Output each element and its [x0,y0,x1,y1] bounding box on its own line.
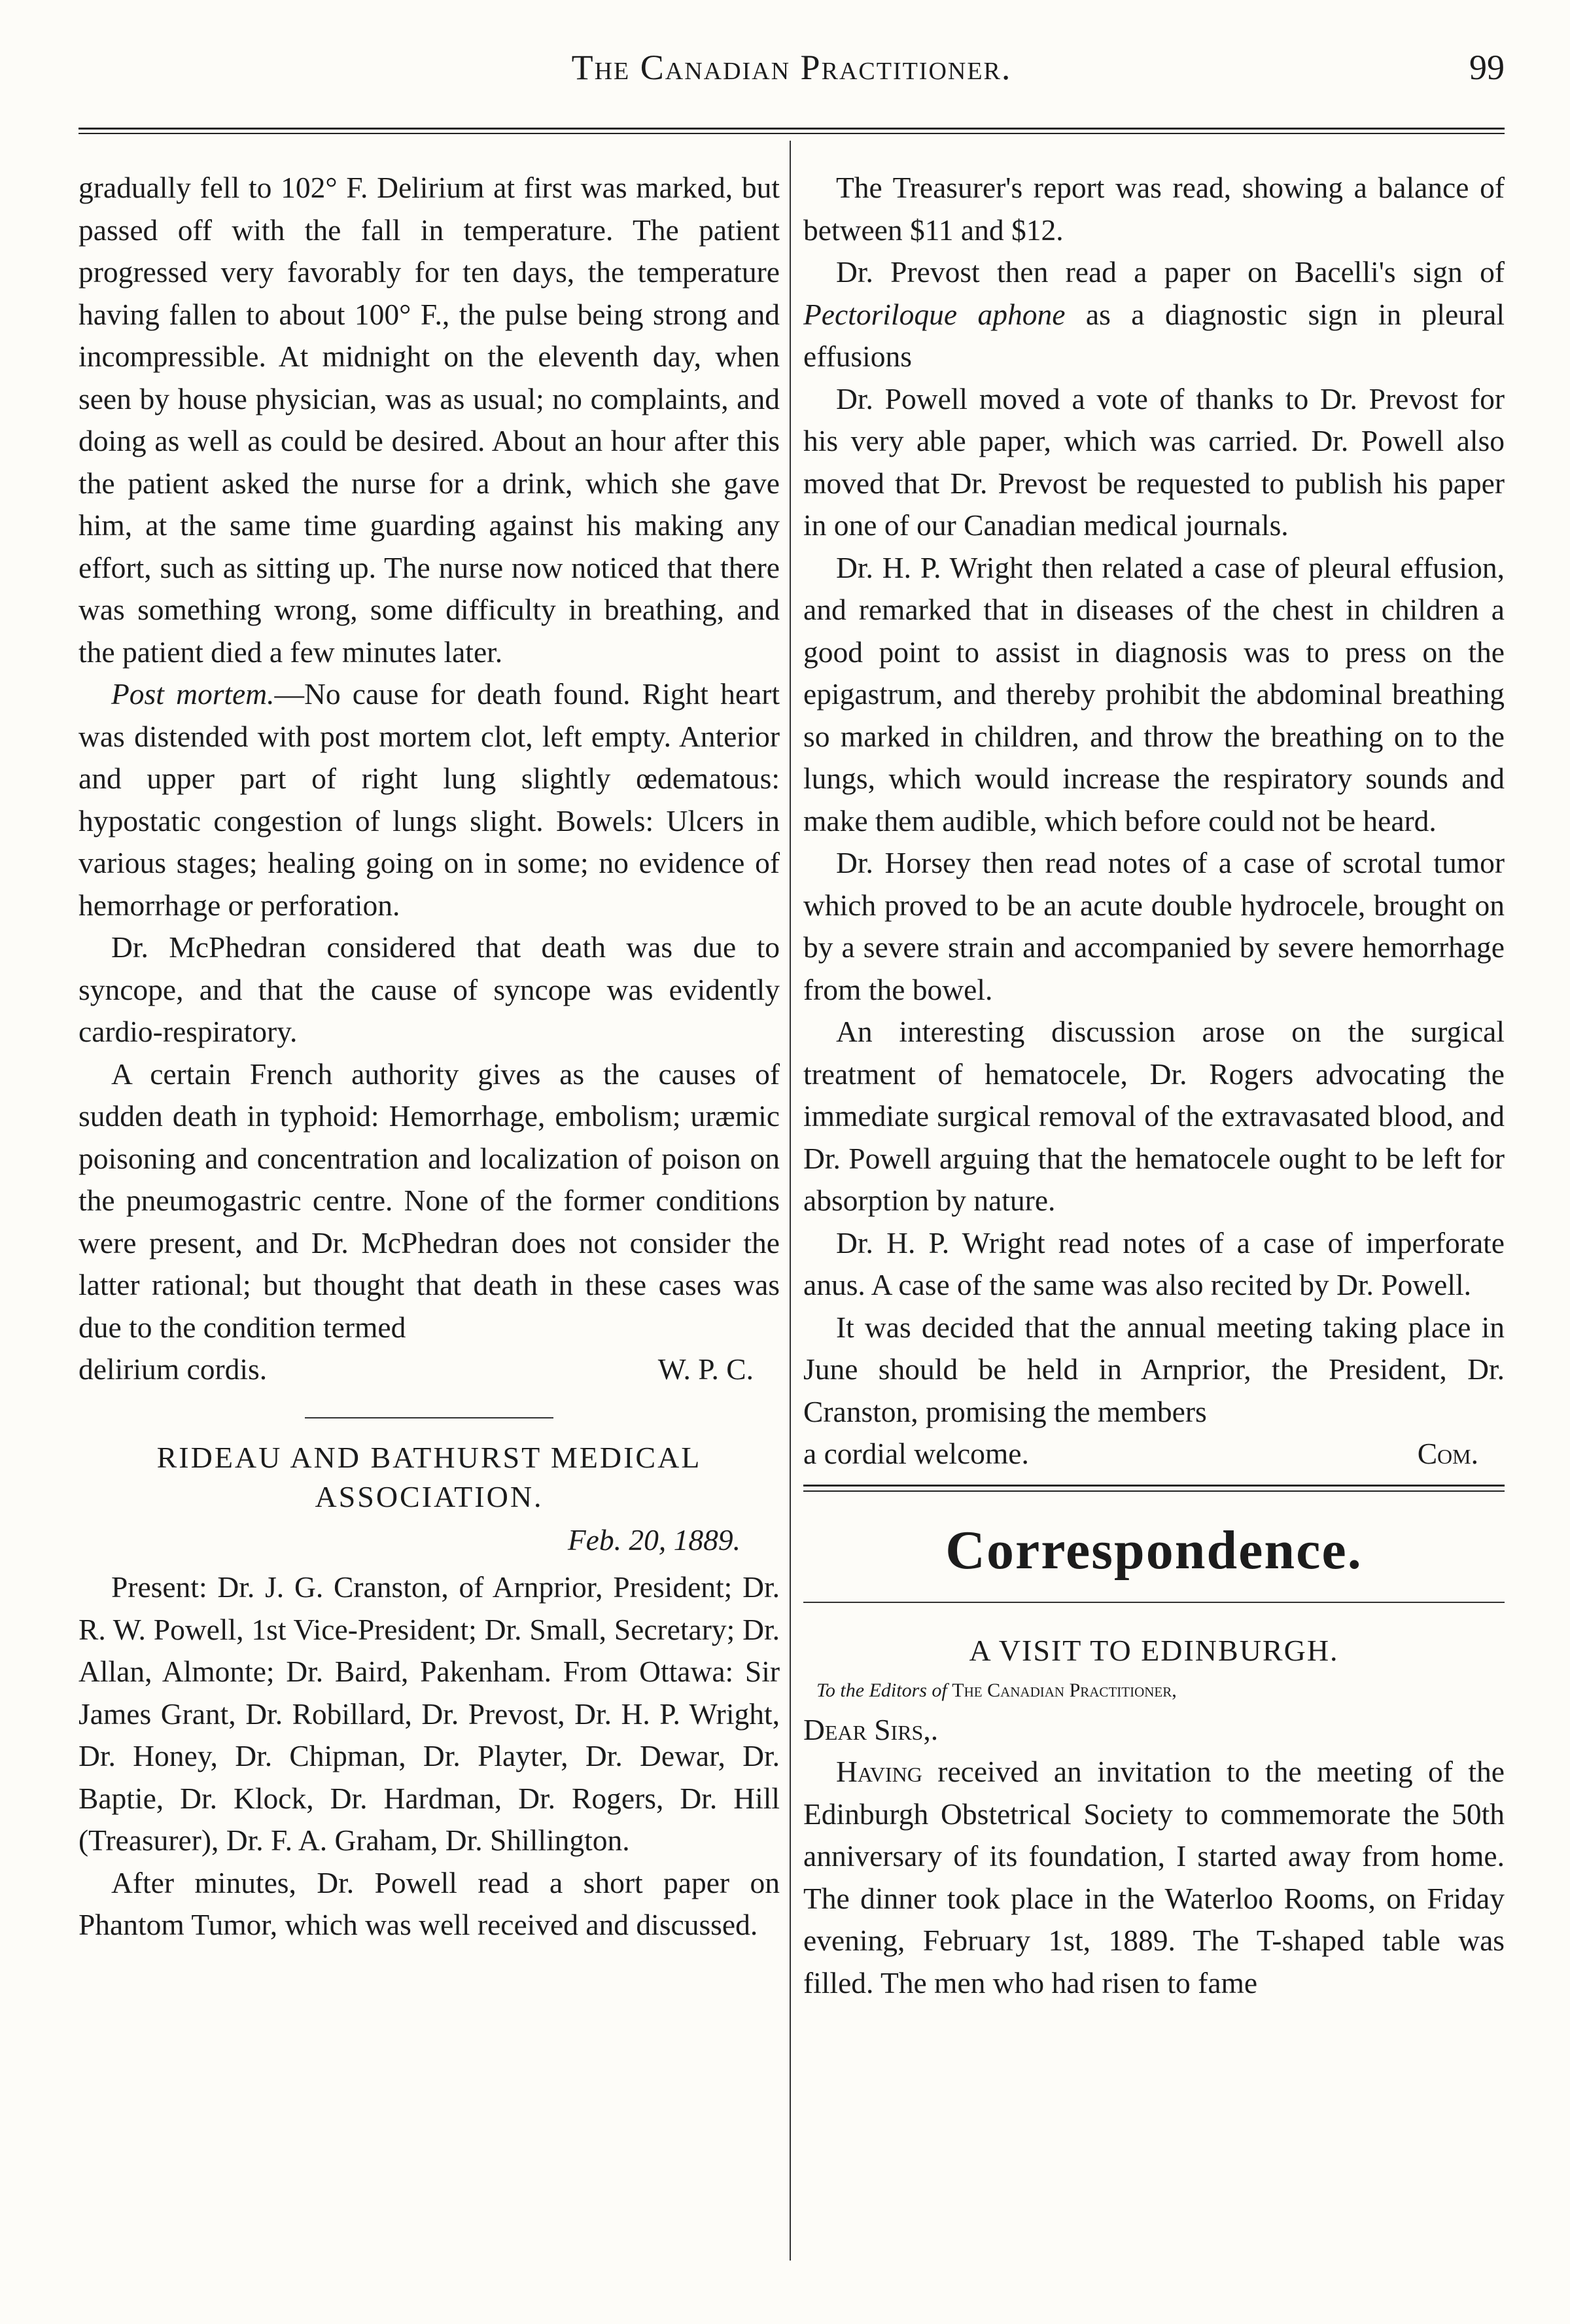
paragraph: It was decided that the annual meeting taking place in June should be held in Arnprior, the President, Dr. Cranston, promising the members [803,1310,1505,1428]
section-divider [305,1417,553,1418]
paragraph: Dr. Horsey then read notes of a case of scrotal tumor which proved to be an acute double hydrocele, brought on by a severe strain and accompanied by severe hemorrhage from the bowel. [803,846,1505,1006]
italic-term: Pectoriloque aphone [803,297,1066,331]
paragraph [78,673,780,926]
paragraph-text: —No cause for death found. Right heart was distended with post mortem clot, left empty. Anterior and upper part of right lung slightly œdematous: hypostatic congestion of lungs slight. Bowels: Ulcers in various stages; healing going on in some; no evidence of hemorrhage or perforation. [78,677,780,922]
paragraph: Dr. H. P. Wright read notes of a case of imperforate anus. A case of the same was also recited by Dr. Powell. [803,1225,1505,1301]
editors-line-prefix: To the Editors of [816,1679,952,1701]
signature: Com. [1417,1437,1478,1470]
paragraph-text: received an invitation to the meeting of the Edinburgh Obstetrical Society to commemorate the 50th anniversary of its foundation, I started away from home. The dinner took place in the Waterloo Rooms, on Friday evening, February 1st, 1889. The T-shaped table was filled. The men who had risen to fame [803,1755,1505,1999]
correspondence-title: Correspondence. [945,1519,1363,1581]
header-rule [78,128,1505,134]
left-column [78,167,780,1946]
article-title: A VISIT TO EDINBURGH. [969,1633,1339,1667]
paragraph: A certain French authority gives as the causes of sudden death in typhoid: Hemorrhage, embolism; uræmic poisoning and concentration and localization of poison on the pneumogastric centre. None of the former conditions were present, and Dr. McPhedran does not consider the latter rational; but thought that death in these cases was due to the condition termed [78,1057,780,1344]
paragraph: Present: Dr. J. G. Cranston, of Arnprior, President; Dr. R. W. Powell, 1st Vice-President; Dr. Small, Secretary; Dr. Allan, Almonte; Dr. Baird, Pakenham. From Ottawa: Sir James Grant, Dr. Robillard, Dr. Prevost, Dr. H. P. Wright, Dr. Honey, Dr. Chipman, Dr. Playter, Dr. Dewar, Dr. Baptie, Dr. Klock, Dr. Hardman, Dr. Rogers, Dr. Hill (Treasurer), Dr. F. A. Graham, Dr. Shillington. [78,1570,780,1857]
right-column [803,167,1505,2004]
paragraph: Dr. McPhedran considered that death was due to syncope, and that the cause of syncope was evidently cardio-respiratory. [78,930,780,1048]
paragraph: gradually fell to 102° F. Delirium at first was marked, but passed off with the fall in temperature. The patient progressed very favorably for ten days, the temperature having fallen to about 100° F., the pulse being strong and incompressible. At midnight on the eleventh day, when seen by house physician, was as usual; no complaints, and doing as well as could be desired. About an hour after this the patient asked the nurse for a drink, which she gave him, at the same time guarding against his making any effort, such as sitting up. The nurse now noticed that there was something wrong, some difficulty in breathing, and the patient died a few minutes later. [78,171,780,669]
section-rule [803,1485,1505,1492]
section-rule [803,1602,1505,1603]
paragraph [803,251,1505,378]
paragraph: Dr. Powell moved a vote of thanks to Dr. Prevost for his very able paper, which was carried. Dr. Powell also moved that Dr. Prevost be requested to publish his paper in one of our Canadian medical journals. [803,381,1505,542]
section-heading: RIDEAU AND BATHURST MEDICAL ASSOCIATION. [156,1440,702,1513]
signoff-line [78,1348,780,1391]
page-header [78,47,1505,119]
paragraph-text: as a diagnostic sign in pleural effusions [803,297,1505,373]
signoff-text: a cordial welcome. [803,1437,1029,1470]
column-divider [790,141,791,2261]
paragraph-text: Dr. Prevost then read a paper on Bacelli's sign of [836,255,1505,289]
paragraph: An interesting discussion arose on the surgical treatment of hematocele, Dr. Rogers advocating the immediate surgical removal of the extravasated blood, and Dr. Powell arguing that the hematocele ought to be left for absorption by nature. [803,1015,1505,1217]
editors-line [803,1672,1505,1709]
paragraph [803,1751,1505,2004]
page-number: 99 [1469,48,1505,87]
paragraph: Dr. H. P. Wright then related a case of pleural effusion, and remarked that in diseases of the chest in children a good point to assist in diagnosis was to press on the epigastrum, and thereby prohibit the abdominal breathing so marked in children, and throw the breathing on to the lungs, which would increase the respiratory sounds and make them audible, which before could not be heard. [803,550,1505,837]
paragraph: The Treasurer's report was read, showing a balance of between $11 and $12. [803,171,1505,247]
running-title: The Canadian Practitioner. [571,48,1012,87]
journal-name: The Canadian Practitioner, [952,1679,1177,1701]
salutation: Dear Sirs,. [803,1712,939,1746]
post-mortem-lead: Post mortem. [111,677,275,711]
section-date: Feb. 20, 1889. [567,1523,741,1557]
signoff-line [803,1433,1505,1475]
signature: W. P. C. [657,1352,754,1386]
signoff-text: delirium cordis. [78,1352,268,1386]
paragraph: After minutes, Dr. Powell read a short paper on Phantom Tumor, which was well received and discussed. [78,1865,780,1941]
letter-lead: Having [836,1755,922,1788]
